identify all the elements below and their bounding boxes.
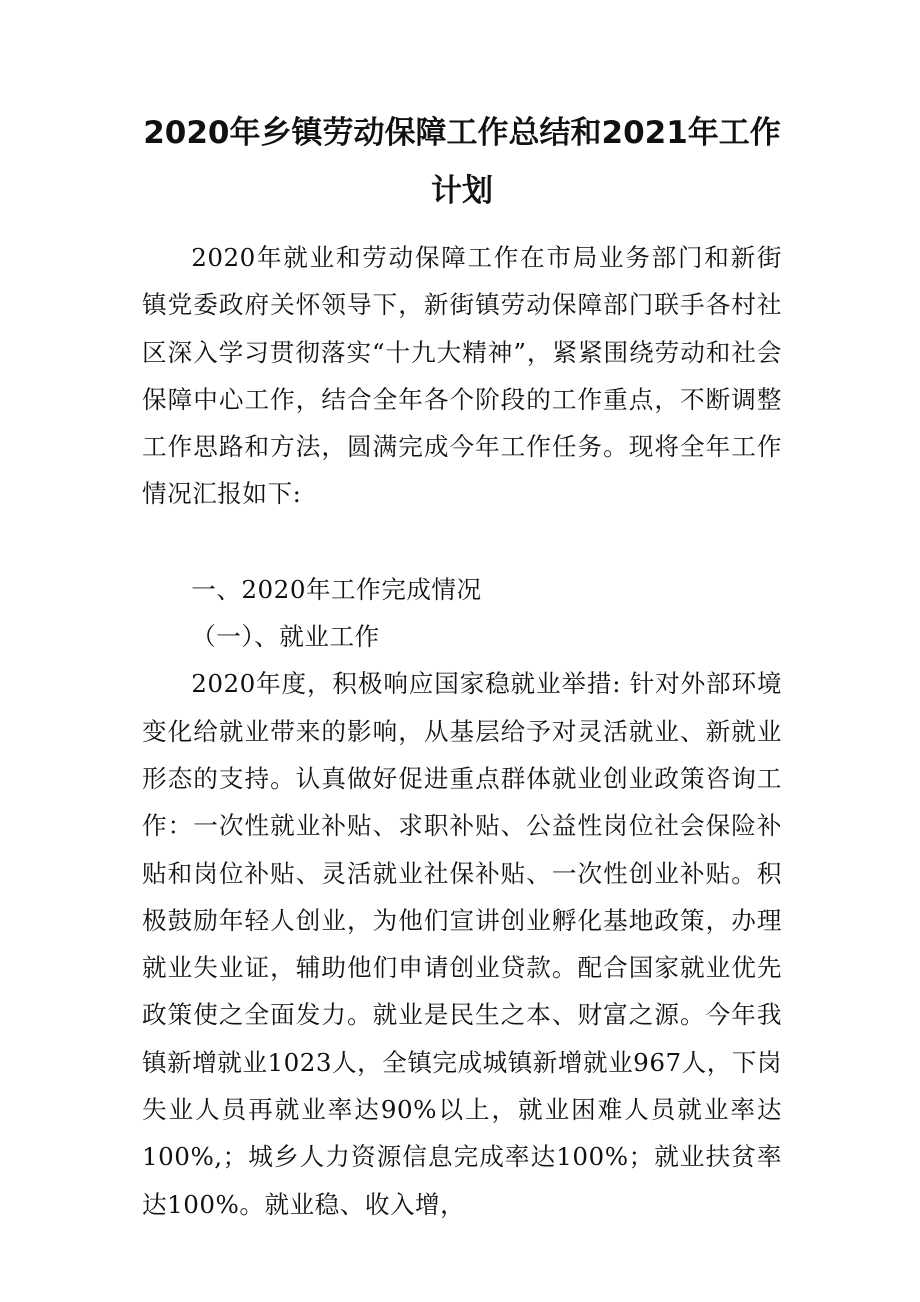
subsection-heading: （一）、就业工作 bbox=[191, 622, 380, 652]
intro-paragraph: 2020年就业和劳动保障工作在市局业务部门和新街镇党委政府关怀领导下，新街镇劳动保障部门联手各村社区深入学习贯彻落实“十九大精神”，紧紧围绕劳动和社会保障中心工作，结合全年各个阶段的工作重点，不断调整工作思路和方法，圆满完成今年工作任务。现将全年工作情况汇报如下: bbox=[142, 243, 782, 509]
paragraph-gap bbox=[142, 518, 782, 566]
document-title: 2020年乡镇劳动保障工作总结和2021年工作计划 bbox=[143, 115, 781, 209]
section-heading: 一、2020年工作完成情况 bbox=[191, 574, 482, 604]
employment-paragraph: 2020年度，积极响应国家稳就业举措: 针对外部环境变化给就业带来的影响，从基层给予对灵活就业、新就业形态的支持。认真做好促进重点群体就业创业政策咨询工作：一次性就业补贴、求职补贴、公益性岗位社会保险补贴和岗位补贴、灵活就业社保补贴、一次性创业补贴。积极鼓励年轻人创业，为他们宣讲创业孵化基地政策，办理就业失业证，辅助他们申请创业贷款。配合国家就业优先政策使之全面发力。就业是民生之本、财富之源。今年我镇新增就业1023人，全镇完成城镇新增就业967人，下岗失业人员再就业率达90%以上，就业困难人员就业率达100%,；城乡人力资源信息完成率达100%；就业扶贫率达100%。就业稳、收入增， bbox=[142, 669, 783, 1219]
document-page bbox=[142, 104, 782, 1228]
